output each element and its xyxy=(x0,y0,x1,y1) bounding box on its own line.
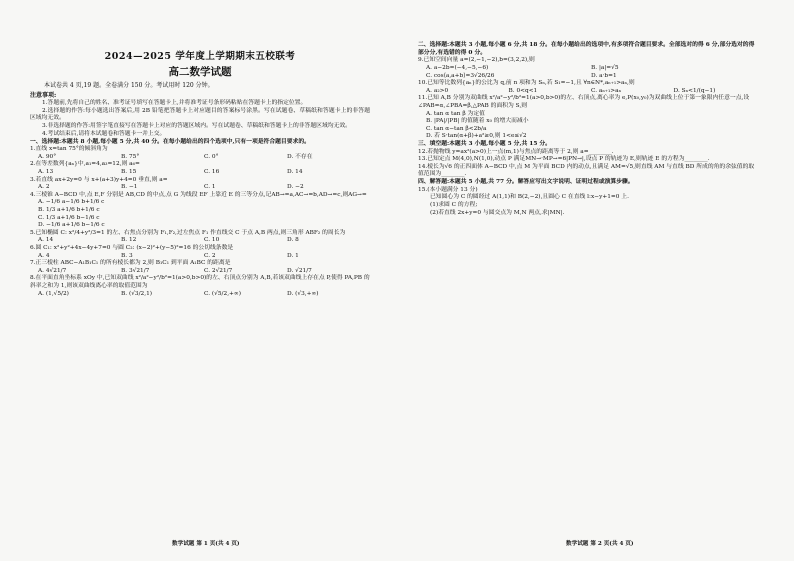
question-15: 15.(本小题满分 13 分) xyxy=(418,186,478,193)
option: A. tan α tan β 为定值 xyxy=(426,110,485,117)
question-1: 1.直线 x=tan 75°的倾斜角为 xyxy=(30,146,108,153)
notice-heading: 注意事项: xyxy=(30,92,57,99)
option: D. −1/6 a+1/6 b−1/6 c xyxy=(38,222,105,229)
option: A. (1,√5/2) xyxy=(38,290,69,297)
option: B. |PA|/|PB| 的值随着 x₀ 的增大而减小 xyxy=(426,118,529,125)
section3-heading: 三、填空题:本题共 3 小题,每小题 5 分,共 15 分。 xyxy=(418,140,551,147)
notice-item: 2.选择题的作答:每小题选出答案后,用 2B 铅笔把答题卡上对应题目的答案标号涂黑。写在试题卷、草稿纸和答题卡上的非答题区域均无效。 xyxy=(30,107,370,122)
option: B. 15 xyxy=(121,169,137,175)
options-9 xyxy=(418,65,756,73)
question-7: 7.正三棱柱 ABC−A₁B₁C₁ 的所有棱长都为 2,则 B₁C₁ 到平面 A₁BC 的距离是 xyxy=(30,260,231,267)
question-9: 9.已知空间向量 a=(2,−1,−2),b=(3,2,2),则 xyxy=(418,57,535,64)
option: C. 1/3 a+1/6 b−1/6 c xyxy=(38,214,100,221)
question-15-part2: (2)若直线 2x+y=0 与圆交点为 M,N 两点,求|MN|. xyxy=(430,209,565,216)
option: D. 不存在 xyxy=(287,153,313,160)
section2-heading: 二、选择题:本题共 3 小题,每小题 6 分,共 18 分。在每小题给出的选项中,有多项符合题目要求。全部选对的得 6 分,部分选对的得部分分,有选错的得 0 分。 xyxy=(418,42,755,56)
option: C. cos⟨a,a+b⟩=3√26/26 xyxy=(426,72,495,79)
options-6 xyxy=(30,253,370,261)
section1-heading: 一、选择题:本题共 8 小题,每小题 5 分,共 40 分。在每小题给出的四个选项中,只有一项是符合题目要求的。 xyxy=(30,138,310,145)
section4-heading: 四、解答题:本题共 5 小题,共 77 分。解答应写出文字说明、证明过程或演算步骤。 xyxy=(418,179,634,186)
option: C. 2 xyxy=(204,252,216,259)
option: A. 90° xyxy=(38,153,57,160)
right-column xyxy=(404,0,788,561)
question-15-body: 已知圆心为 C 的圆经过 A(1,1)和 B(2,−2),且圆心 C 在直线 l:x−y+1=0 上. xyxy=(430,194,629,201)
option: B. (√3/2,1) xyxy=(121,290,153,297)
option: B. 3 xyxy=(121,252,133,259)
page-footer-right: 数学试题 第 2 页(共 4 页) xyxy=(566,541,634,547)
question-15-part1: (1)求圆 C 的方程; xyxy=(430,201,478,208)
question-13: 13.已知定点 M(4,0),N(1,0),动点 P 满足MN→·MP→=6|PN→|,设点 P 的轨迹为 E,则轨迹 E 的方程为________. xyxy=(418,156,710,163)
option: A. a−2b=(−4,−5,−6) xyxy=(426,65,489,71)
question-14: 14.棱长为√6 的正四面体 A−BCD 中,点 M 为平面 BCD 内的动点,且满足 AM=√5,则直线 AM 与直线 BD 所成的角的余弦值的取值范围为________. xyxy=(418,163,755,178)
option: D. (√3,+∞) xyxy=(287,290,319,297)
question-8: 8.在平面直角坐标系 xOy 中,已知双曲线 x²/a²−y²/b²=1(a>0,b>0)的左、右顶点分别为 A,B,若该双曲线上存在点 P,使得 PA,PB 的斜率之和为 1,则该双曲线离心率的取值范围为 xyxy=(30,275,370,289)
question-12: 12.若抛物线 y=ax²(a>0)上一点(m,1)与焦点的距离等于 2,则 a=________. xyxy=(418,148,614,155)
option: D. 1 xyxy=(287,252,299,259)
exam-subtitle: 高二数学试题 xyxy=(168,66,232,78)
option: B. 75° xyxy=(121,153,140,160)
question-5: 5.已知椭圆 C: x²/4+y²/3=1 的左、右焦点分别为 F₁,F₂,过左焦点 F₁ 作直线交 C 于点 A,B 两点,则三角形 ABF₂ 的周长为 xyxy=(30,229,346,236)
question-2: 2.在等差数列{aₙ}中,a₁=4,a₃=12,则 a₆= xyxy=(30,161,140,168)
question-10: 10.已知等比数列{aₙ}的公比为 q,前 n 项和为 Sₙ,若 S₁=−1,且 ∀n∈N*,aₙ₊₁>aₙ,则 xyxy=(418,80,635,87)
option: D. √21/7 xyxy=(287,267,312,274)
option: B. 12 xyxy=(121,237,137,244)
option: C. tan α−tan β<2b/a xyxy=(426,125,487,132)
option: C. 1 xyxy=(204,184,216,191)
option: A. 14 xyxy=(38,237,54,244)
page-footer-left: 数学试题 第 1 页(共 4 页) xyxy=(172,541,240,547)
option: A. 2 xyxy=(38,184,50,191)
option: A. a₂>0 xyxy=(426,87,449,94)
exam-info: 本试卷共 4 页,19 题。全卷满分 150 分。考试用时 120 分钟。 xyxy=(44,82,214,89)
option: B. 1/3 a+1/6 b+1/6 c xyxy=(38,206,100,213)
option: D. Sₙ<1/(q−1) xyxy=(673,87,716,94)
option: D. 若 S·tan(α+β)+a²≥0,则 1<e≤√2 xyxy=(426,133,527,140)
option: C. 16 xyxy=(204,169,220,175)
option: C. 2√21/7 xyxy=(204,267,233,274)
options-3 xyxy=(30,184,370,192)
option: A. 4√21/7 xyxy=(38,267,67,274)
option: B. |a|=√5 xyxy=(591,65,619,71)
option: A. 13 xyxy=(38,169,54,175)
question-11: 11.已知 A,B 分别为双曲线 x²/a²−y²/b²=1(a>0,b>0)的左、右顶点,离心率为 e,P(x₀,y₀)为双曲线上位于第一象限内任意一点,设∠PAB=α,∠PBA=β,△PAB 的面积为 S,则 xyxy=(418,95,750,109)
option: B. 3√21/7 xyxy=(121,267,150,274)
question-6: 6.圆 C₁: x²+y²+4x−4y+7=0 与圆 C₂: (x−2)²+(y−5)²=16 的公切线条数是 xyxy=(30,244,234,251)
notice-item: 4.考试结束后,请将本试题卷和答题卡一并上交。 xyxy=(42,130,166,137)
option: C. 0° xyxy=(204,153,219,160)
option: C. aₙ₊₁>aₙ xyxy=(591,87,622,94)
question-4: 4.三棱锥 A−BCD 中,点 E,F 分别是 AB,CD 的中点,点 G 为线段 EF 上靠近 E 的三等分点,记AB→=a,AC→=b,AD→=c,则AG→= xyxy=(30,191,367,198)
option: C. 10 xyxy=(204,237,220,244)
notice-item: 3.非选择题的作答:用签字笔直接写在答题卡上对应的答题区域内。写在试题卷、草稿纸和答题卡上的非答题区域均无效。 xyxy=(42,123,351,130)
question-3: 3.若直线 ax+2y=0 与 x+(a+3)y+4=0 垂直,则 a= xyxy=(30,176,168,183)
options-5 xyxy=(30,237,370,245)
option: B. 0<q<1 xyxy=(508,87,538,94)
option: D. 14 xyxy=(287,169,303,175)
option: B. −1 xyxy=(121,184,138,191)
options-2 xyxy=(30,169,370,177)
option: A. −1/6 a−1/6 b+1/6 c xyxy=(38,199,105,206)
left-column xyxy=(0,0,384,561)
notice-item: 1.答题前,先将自己的姓名、准考证号填写在答题卡上,并将准考证号条形码粘贴在答题卡上的指定位置。 xyxy=(42,100,307,106)
option: C. (√5/2,+∞) xyxy=(204,290,241,297)
option: D. 8 xyxy=(287,237,299,244)
option: A. 4 xyxy=(38,252,50,259)
exam-title: 2024—2025 学年度上学期期末五校联考 xyxy=(104,51,296,62)
option: D. a·b=1 xyxy=(591,72,617,79)
option: D. −2 xyxy=(287,184,304,191)
options-8 xyxy=(30,291,370,299)
